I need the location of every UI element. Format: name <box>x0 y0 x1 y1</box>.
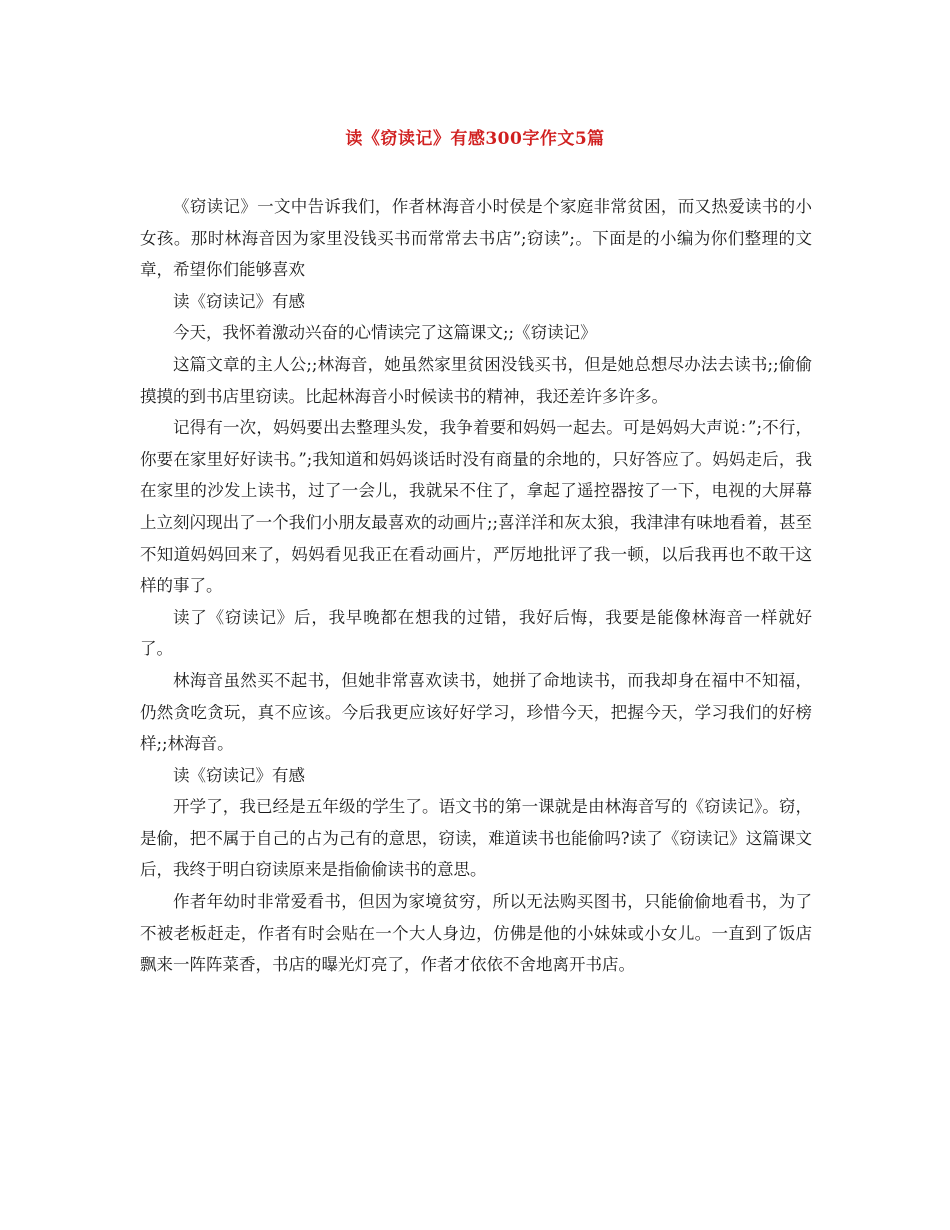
document-title: 读《窃读记》有感300字作文5篇 <box>345 129 605 149</box>
paragraph: 读了《窃读记》后，我早晚都在想我的过错，我好后悔，我要是能像林海音一样就好了。 <box>140 607 812 659</box>
section-heading: 读《窃读记》有感 <box>173 291 305 311</box>
paragraph: 这篇文章的主人公;;林海音，她虽然家里贫困没钱买书，但是她总想尽办法去读书;;偷偷摸摸的到书店里窃读。比起林海音小时候读书的精神，我还差许多许多。 <box>140 354 812 406</box>
paragraph: 开学了，我已经是五年级的学生了。语文书的第一课就是由林海音写的《窃读记》。窃，是偷，把不属于自己的占为己有的意思，窃读，难道读书也能偷吗?读了《窃读记》这篇课文后，我终于明白窃读原来是指偷偷读书的意思。 <box>140 797 812 880</box>
paragraph: 林海音虽然买不起书，但她非常喜欢读书，她拼了命地读书，而我却身在福中不知福，仍然贪吃贪玩，真不应该。今后我更应该好好学习，珍惜今天，把握今天，学习我们的好榜样;;林海音。 <box>140 670 812 754</box>
paragraph: 记得有一次，妈妈要出去整理头发，我争着要和妈妈一起去。可是妈妈大声说：”;不行，你要在家里好好读书。”;我知道和妈妈谈话时没有商量的余地的，只好答应了。妈妈走后，我在家里的沙发上读书，过了一会儿，我就呆不住了，拿起了遥控器按了一下，电视的大屏幕上立刻闪现出了一个我们小朋友最喜欢的动画片;;喜洋洋和灰太狼，我津津有味地看着，甚至不知道妈妈回来了，妈妈看见我正在看动画片，严厉地批评了我一顿，以后我再也不敢干这样的事了。 <box>140 418 812 596</box>
document-body <box>140 191 812 981</box>
section-heading: 读《窃读记》有感 <box>173 765 305 785</box>
paragraph: 今天，我怀着激动兴奋的心情读完了这篇课文;;《窃读记》 <box>173 323 597 343</box>
paragraph: 《窃读记》一文中告诉我们，作者林海音小时侯是个家庭非常贫困，而又热爱读书的小女孩。那时林海音因为家里没钱买书而常常去书店”;窃读”;。下面是的小编为你们整理的文章，希望你们能够喜欢 <box>140 197 812 280</box>
paragraph: 作者年幼时非常爱看书，但因为家境贫穷，所以无法购买图书，只能偷偷地看书，为了不被老板赶走，作者有时会贴在一个大人身边，仿佛是他的小妹妹或小女儿。一直到了饭店飘来一阵阵菜香，书店的曝光灯亮了，作者才依依不舍地离开书店。 <box>140 892 812 975</box>
